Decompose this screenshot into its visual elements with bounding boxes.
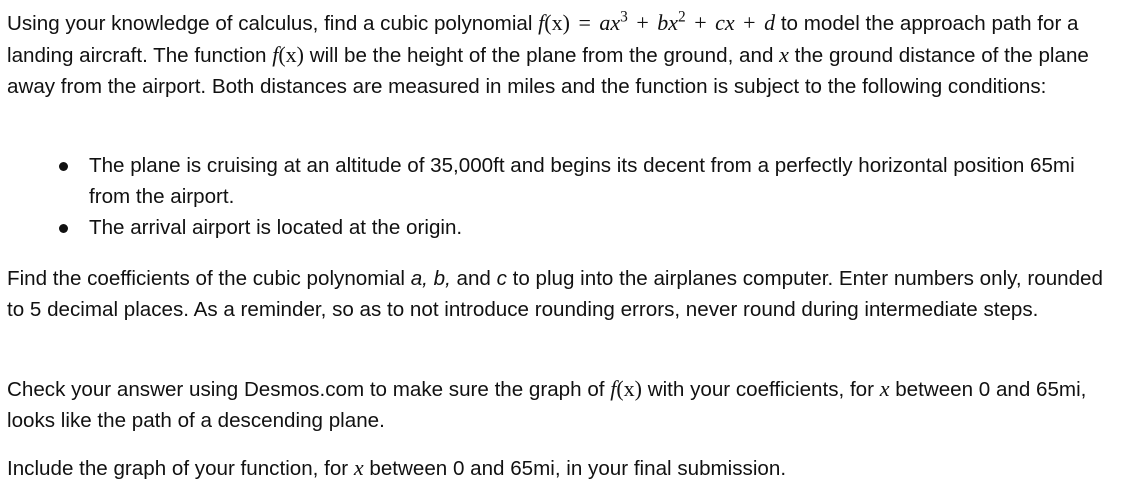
formula-plus-1: + bbox=[636, 10, 649, 35]
conditions-list bbox=[7, 150, 1107, 243]
formula-equals: = bbox=[578, 10, 591, 35]
bullet-icon bbox=[59, 162, 68, 171]
check-f-inline bbox=[610, 376, 642, 401]
condition-item bbox=[7, 150, 1107, 212]
check-text-1: Check your answer using Desmos.com to make sure the graph of bbox=[7, 378, 611, 401]
formula-exp3: 3 bbox=[620, 8, 628, 26]
coef-c: c bbox=[496, 267, 507, 290]
formula-b: b bbox=[657, 10, 669, 35]
formula-plus-2: + bbox=[694, 10, 707, 35]
formula-a: a bbox=[599, 10, 611, 35]
check-text-3: between 0 and 65mi, looks like the path of a descending plane. bbox=[7, 378, 1087, 432]
check-paragraph bbox=[7, 373, 1107, 436]
formula-exp2: 2 bbox=[678, 8, 686, 26]
condition-text: The plane is cruising at an altitude of 35,000ft and begins its decent from a perfectly horizontal position 65mi from the airport. bbox=[89, 154, 1075, 208]
check-x-variable: x bbox=[879, 376, 890, 401]
formula-x3: x bbox=[610, 10, 621, 35]
intro-text-4: the ground distance of the plane away from the airport. Both distances are measured in miles and the function is subject to the following conditions: bbox=[7, 44, 1089, 98]
x-variable: x bbox=[779, 42, 789, 67]
formula-c: c bbox=[715, 10, 725, 35]
condition-item bbox=[7, 212, 1107, 243]
bullet-icon bbox=[59, 224, 68, 233]
formula-plus-3: + bbox=[743, 10, 756, 35]
submit-text-1: Include the graph of your function, for bbox=[7, 457, 354, 480]
formula-d: d bbox=[764, 10, 776, 35]
formula-x2: x bbox=[668, 10, 679, 35]
check-f: f bbox=[610, 376, 617, 401]
check-f-arg: (x) bbox=[616, 376, 642, 401]
inline-f: f bbox=[272, 42, 279, 67]
submission-paragraph bbox=[7, 452, 1107, 484]
intro-paragraph bbox=[7, 7, 1107, 102]
cubic-polynomial-formula bbox=[538, 10, 775, 35]
inline-f-arg: (x) bbox=[278, 42, 304, 67]
check-text-2: with your coefficients, for bbox=[642, 378, 880, 401]
submit-text-2: between 0 and 65mi, in your final submission. bbox=[363, 457, 787, 480]
submit-x-variable: x bbox=[353, 455, 364, 480]
coef-text-3: to plug into the airplanes computer. Enter numbers only, rounded to 5 decimal places. As a reminder, so as to not introduce rounding errors, never round during intermediate steps. bbox=[7, 267, 1103, 321]
condition-text: The arrival airport is located at the origin. bbox=[89, 216, 463, 239]
coef-text-1: Find the coefficients of the cubic polynomial bbox=[7, 267, 411, 290]
formula-f: f bbox=[538, 10, 545, 35]
coef-names: a, b, bbox=[410, 267, 451, 290]
intro-text-2: to model the approach path for a landing aircraft. The function bbox=[7, 12, 1079, 67]
intro-text-1: Using your knowledge of calculus, find a cubic polynomial bbox=[7, 12, 539, 35]
coef-text-2: and bbox=[450, 267, 497, 290]
function-f-inline bbox=[272, 42, 304, 67]
intro-text-3: will be the height of the plane from the ground, and bbox=[304, 44, 780, 67]
coefficients-paragraph bbox=[7, 263, 1107, 325]
formula-x1: x bbox=[724, 10, 735, 35]
formula-f-arg: (x) bbox=[544, 10, 570, 35]
